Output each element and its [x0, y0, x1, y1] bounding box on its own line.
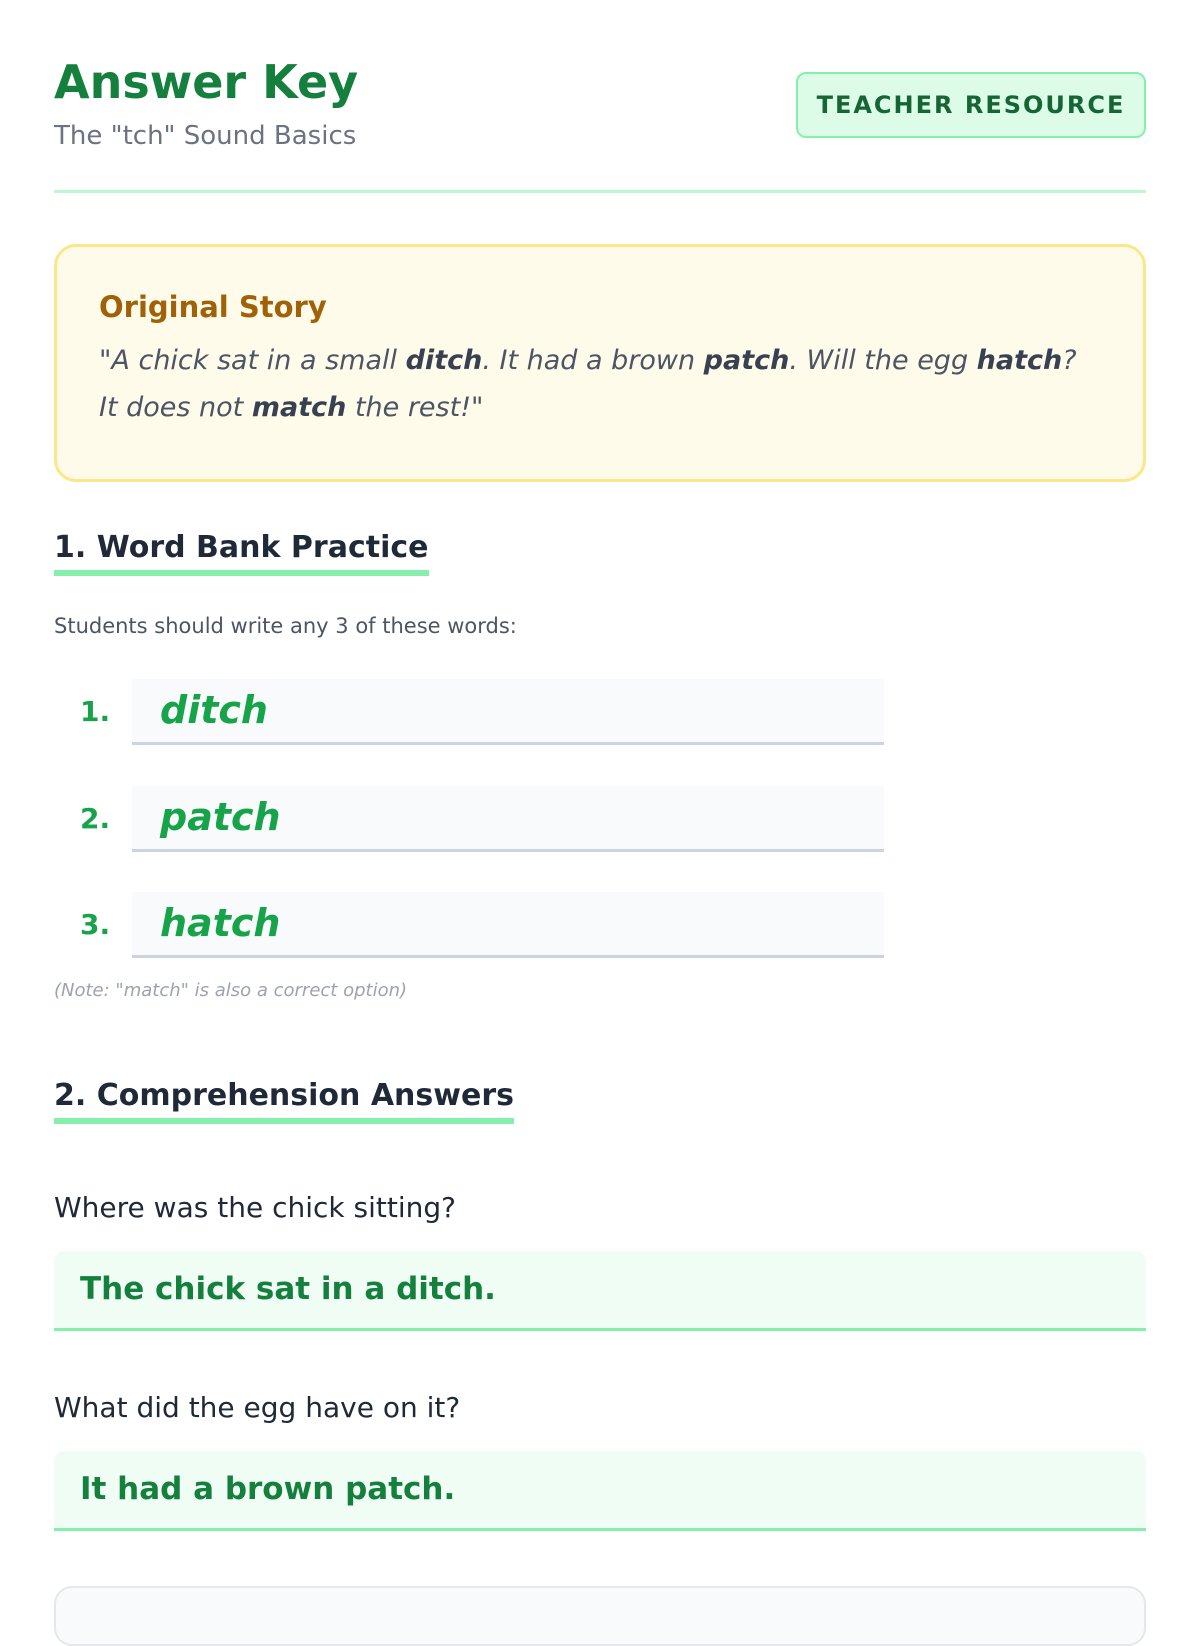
comprehension-question: What did the egg have on it? [54, 1391, 461, 1424]
word-answer: ditch [160, 688, 268, 732]
word-bank-number: 3. [80, 908, 111, 941]
page-header [54, 52, 1146, 193]
word-bank-instruction: Students should write any 3 of these words: [54, 614, 517, 638]
page-title: Answer Key [54, 55, 359, 109]
word-answer-field [132, 786, 884, 852]
word-bank-note: (Note: "match" is also a correct option) [54, 980, 408, 1001]
teacher-resource-badge: TEACHER RESOURCE [796, 72, 1146, 138]
word-bank-row [54, 679, 884, 745]
word-bank-row [54, 786, 884, 852]
word-bank-number: 1. [80, 695, 111, 728]
next-section-box [54, 1586, 1146, 1646]
comprehension-question: Where was the chick sitting? [54, 1191, 456, 1224]
story-segment: . It had a brown [482, 345, 704, 376]
word-answer: hatch [160, 901, 281, 945]
page-subtitle: The "tch" Sound Basics [54, 121, 357, 151]
original-story-box [54, 244, 1146, 482]
word-bank-heading: 1. Word Bank Practice [54, 528, 429, 576]
word-answer-field [132, 679, 884, 745]
story-segment: . Will the egg [789, 345, 977, 376]
comprehension-answer: It had a brown patch. [54, 1451, 1146, 1531]
comprehension-answer: The chick sat in a ditch. [54, 1251, 1146, 1331]
story-segment: ? It does not [99, 345, 1077, 423]
word-answer-field [132, 892, 884, 958]
comprehension-heading: 2. Comprehension Answers [54, 1076, 514, 1124]
story-segment: the rest!" [346, 392, 484, 423]
story-keyword: patch [703, 345, 790, 376]
story-title: Original Story [99, 290, 327, 324]
story-keyword: hatch [976, 345, 1063, 376]
word-bank-row [54, 892, 884, 958]
story-segment: "A chick sat in a small [99, 345, 406, 376]
story-keyword: ditch [405, 345, 483, 376]
story-text [99, 337, 1103, 431]
word-bank-number: 2. [80, 802, 111, 835]
word-answer: patch [160, 795, 281, 839]
story-keyword: match [251, 392, 347, 423]
